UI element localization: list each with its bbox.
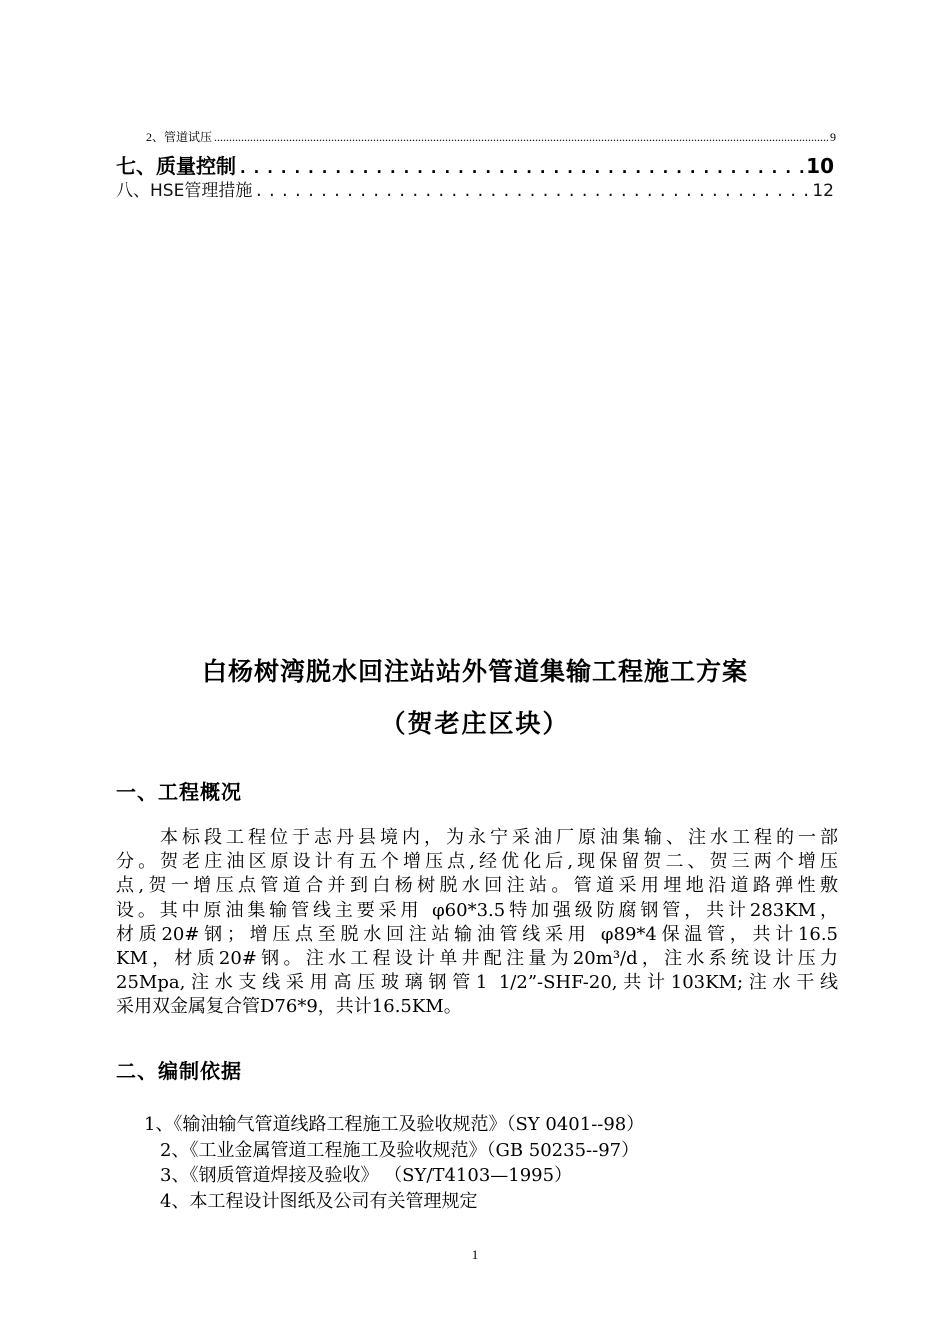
reference-item: 1、《输油输气管道线路工程施工及验收规范》（SY 0401--98） [144, 1114, 645, 1135]
reference-item: 4、本工程设计图纸及公司有关管理规定 [160, 1191, 478, 1212]
reference-item: 2、《工业金属管道工程施工及验收规范》（GB 50235--97） [160, 1140, 640, 1161]
toc-dot-leader [254, 182, 810, 200]
document-subtitle: （贺老庄区块） [380, 709, 570, 738]
toc-entry-label: 七、质量控制 [116, 154, 236, 178]
document-title: 白杨树湾脱水回注站站外管道集输工程施工方案 [201, 657, 748, 686]
toc-dot-leader [238, 158, 804, 177]
project-overview-paragraph [116, 826, 838, 1020]
toc-entry-label: 八、HSE管理措施 [116, 181, 253, 201]
paragraph-line: 点,贺一增压点管道合并到白杨树脱水回注站。管道采用埋地沿道路弹性敷 [116, 875, 838, 897]
toc-entry-quality-control[interactable] [116, 150, 834, 179]
paragraph-line: 25Mpa,注水支线采用高压玻璃钢管1 1/2”-SHF-20,共计103KM;注水干线 [116, 972, 838, 994]
paragraph-line: KM，材质20#钢。注水工程设计单井配注量为20m³/d，注水系统设计压力 [116, 948, 838, 970]
toc-entry-page: 10 [806, 154, 834, 178]
page-number: 1 [471, 1247, 479, 1262]
toc-entry-pipeline-pressure-test[interactable] [146, 128, 836, 145]
section-heading-compilation-basis: 二、编制依据 [116, 1059, 242, 1083]
toc-entry-label: 2、管道试压 [146, 130, 213, 144]
paragraph-line: 采用双金属复合管D76*9，共计16.5KM。 [116, 996, 462, 1018]
section-heading-project-overview: 一、工程概况 [116, 780, 242, 804]
toc-entry-page: 12 [812, 181, 834, 201]
paragraph-line: 分。贺老庄油区原设计有五个增压点,经优化后,现保留贺二、贺三两个增压 [116, 851, 838, 873]
toc-dot-leader [214, 130, 828, 145]
paragraph-line: 设。其中原油集输管线主要采用 φ60*3.5特加强级防腐钢管，共计283KM， [116, 899, 838, 921]
paragraph-line: 材质20#钢；增压点至脱水回注站输油管线采用 φ89*4保温管，共计16.5 [116, 923, 838, 945]
paragraph-line: 本标段工程位于志丹县境内，为永宁采油厂原油集输、注水工程的一部 [160, 827, 838, 848]
toc-entry-hse-measures[interactable] [116, 176, 834, 201]
reference-item: 3、《钢质管道焊接及验收》 （SY/T4103—1995） [160, 1165, 573, 1186]
toc-entry-page: 9 [830, 130, 836, 144]
